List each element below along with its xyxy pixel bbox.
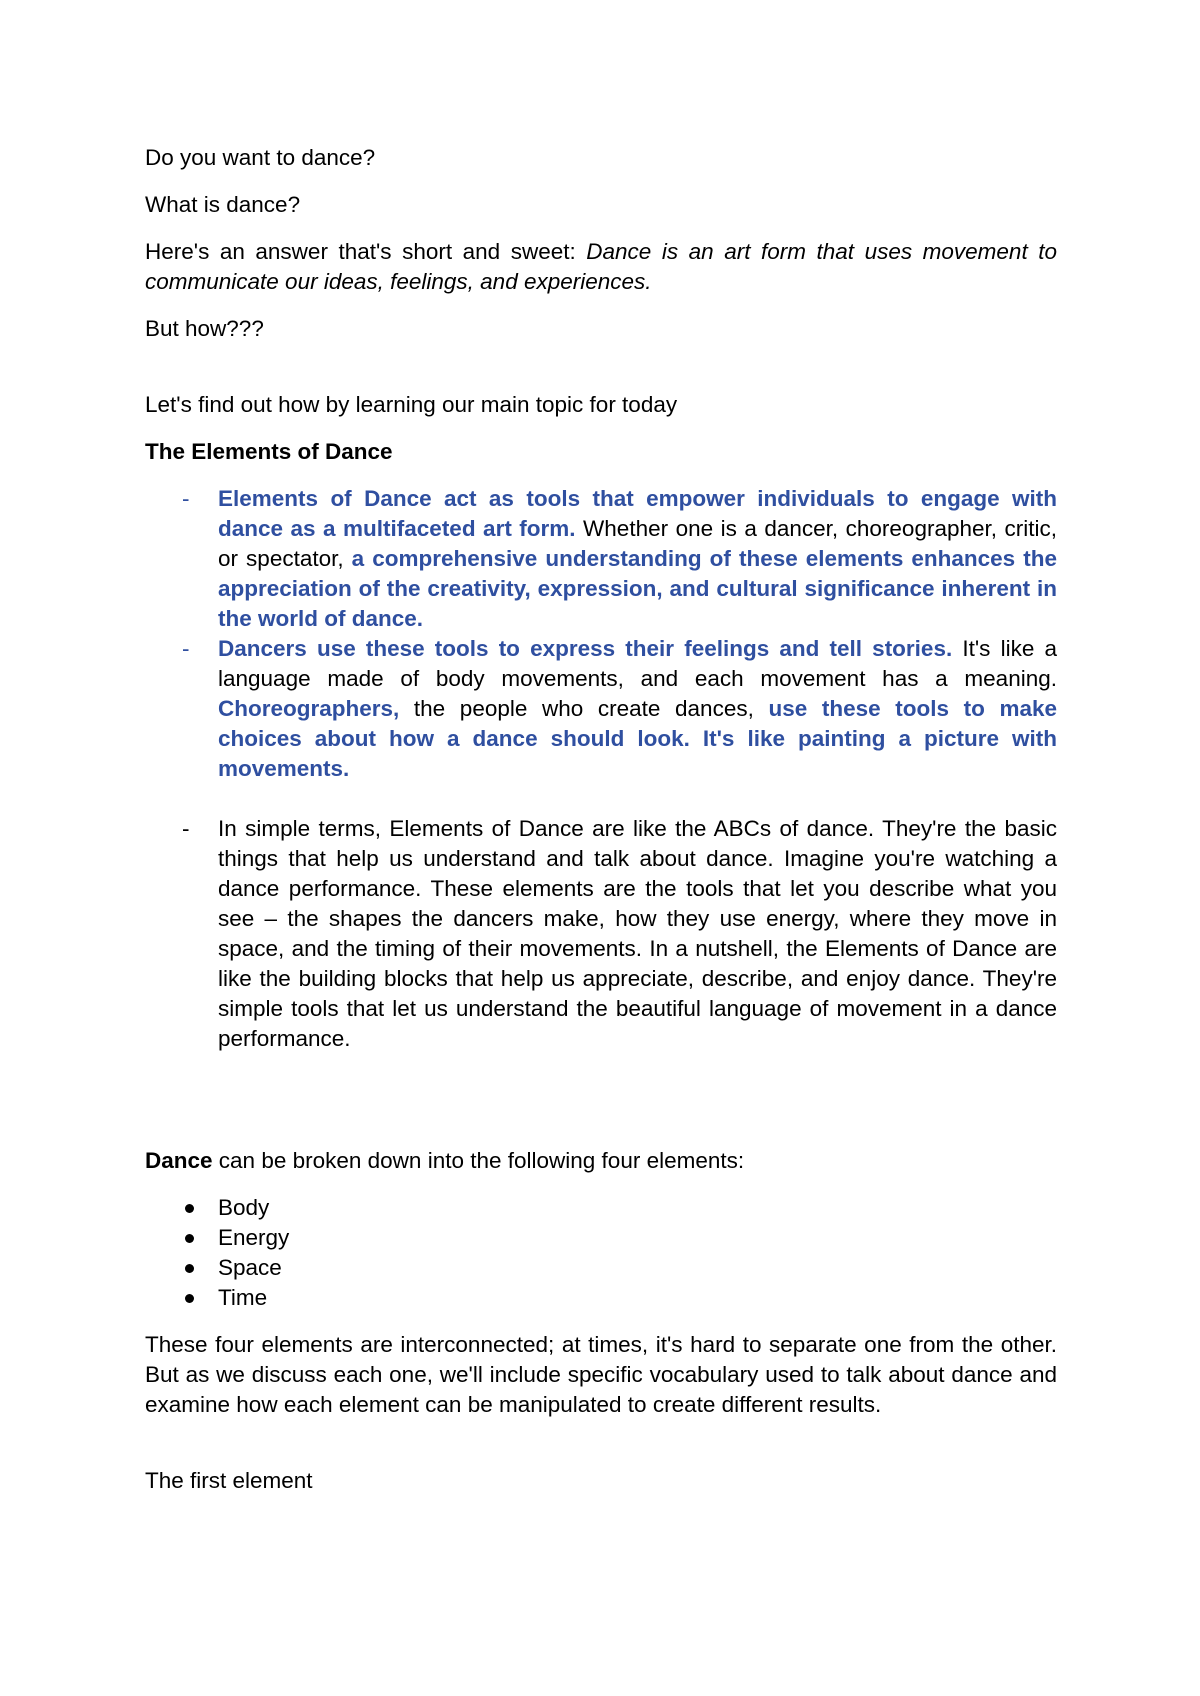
body-text: It's like a language made of body movements, and each movement has a meaning.: [218, 636, 1057, 691]
question-but-how: But how???: [145, 316, 264, 341]
body-text: In simple terms, Elements of Dance are like the ABCs of dance. They're the basic things that help us understand and talk about dance. Imagine you're watching a dance performance. These elements are the tools that let you describe what you see – the shapes the dancers make, how they use energy, where they move in space, and the timing of their movements. In a nutshell, the Elements of Dance are like the building blocks that help us appreciate, describe, and enjoy dance. They're simple tools that let us understand the beautiful language of movement in a dance performance.: [218, 816, 1057, 1051]
elements-intro-bold: Dance: [145, 1148, 213, 1173]
list-item: [145, 1193, 1057, 1223]
list-item: [145, 1253, 1057, 1283]
highlight-text: Choreographers,: [218, 696, 400, 721]
first-element-text: The first element: [145, 1468, 313, 1493]
highlight-text: use these tools to make choices about how a dance should look. It's like painting a picture with movements.: [218, 696, 1057, 781]
four-elements-list: [145, 1193, 1057, 1313]
dash-marker: -: [182, 816, 190, 841]
list-item: [145, 814, 1057, 1054]
body-text: Whether one is a dancer, choreographer, critic, or spectator,: [218, 516, 1057, 571]
question-want-to-dance: Do you want to dance?: [145, 145, 376, 170]
lead-in-text: Let's find out how by learning our main topic for today: [145, 392, 678, 417]
list-item: [145, 634, 1057, 784]
list-item: [145, 1283, 1057, 1313]
element-name: Time: [218, 1285, 268, 1310]
answer-lead: Here's an answer that's short and sweet:: [145, 239, 587, 264]
element-name: Energy: [218, 1225, 290, 1250]
closing-paragraph: These four elements are interconnected; at times, it's hard to separate one from the other. But as we discuss each one, we'll include specific vocabulary used to talk about dance and examine how each element can be manipulated to create different results.: [145, 1332, 1057, 1417]
dash-marker: -: [182, 486, 190, 511]
list-item: [145, 484, 1057, 634]
element-name: Space: [218, 1255, 282, 1280]
question-what-is-dance: What is dance?: [145, 192, 301, 217]
elements-description-list: [145, 484, 1057, 1054]
bullet-icon: [185, 1234, 194, 1243]
section-heading: The Elements of Dance: [145, 439, 393, 464]
element-name: Body: [218, 1195, 270, 1220]
body-text: the people who create dances,: [399, 696, 769, 721]
document-body: [145, 143, 1057, 1496]
elements-intro: [145, 1146, 1057, 1176]
highlight-text: a comprehensive understanding of these elements enhances the appreciation of the creativity, expression, and cultural significance inherent in the world of dance.: [218, 546, 1057, 631]
answer-definition: Dance is an art form that uses movement to communicate our ideas, feelings, and experiences.: [145, 239, 1057, 294]
highlight-text: Dancers use these tools to express their feelings and tell stories.: [218, 636, 953, 661]
blank-line: [145, 344, 1057, 390]
dash-marker: -: [182, 636, 190, 661]
bullet-icon: [185, 1204, 194, 1213]
bullet-icon: [185, 1264, 194, 1273]
highlight-text: Elements of Dance act as tools that empower individuals to engage with dance as a multifaceted art form.: [218, 486, 1057, 541]
list-item: [145, 1223, 1057, 1253]
elements-intro-rest: can be broken down into the following four elements:: [212, 1148, 745, 1173]
answer-paragraph: [145, 237, 1057, 297]
blank-line: [145, 1420, 1057, 1466]
bullet-icon: [185, 1294, 194, 1303]
blank-lines: [145, 1054, 1057, 1146]
